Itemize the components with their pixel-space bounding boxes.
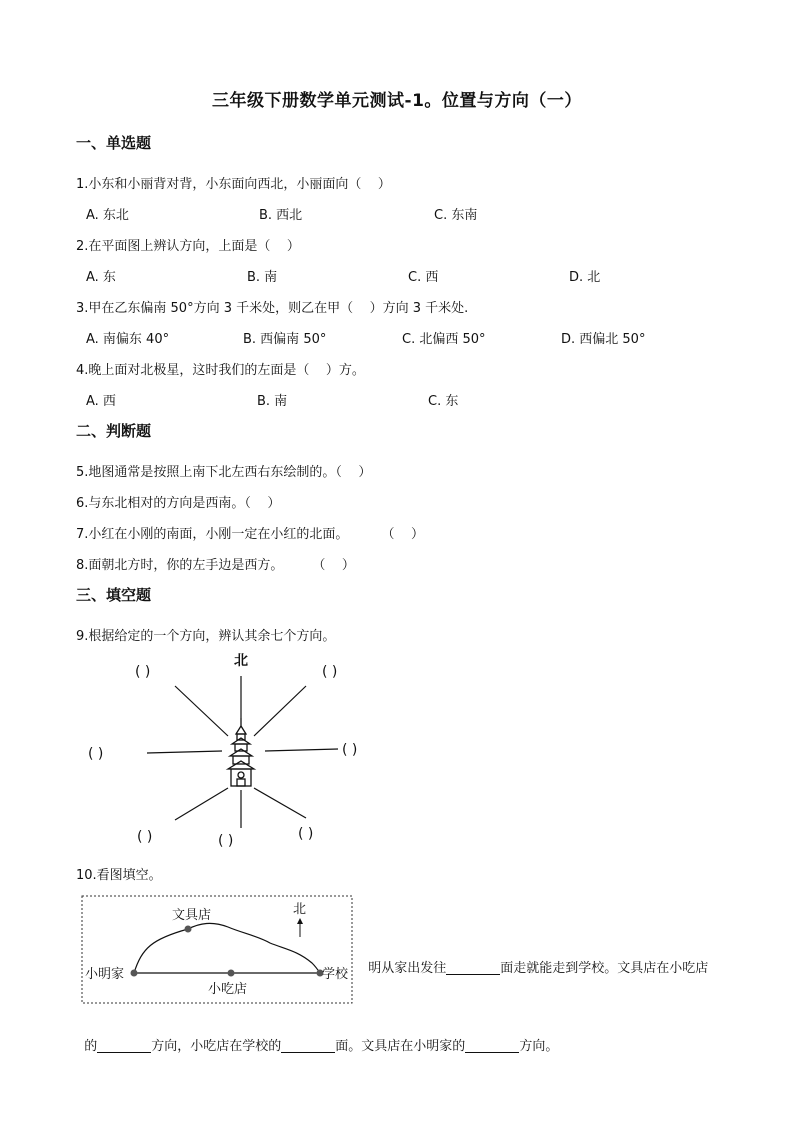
map-north-label: 北 xyxy=(293,902,307,917)
compass-diagram xyxy=(80,648,410,858)
q10-line1-a: 明从家出发往 xyxy=(368,961,447,976)
blank-west: ( ) xyxy=(88,746,104,762)
blank-northeast: ( ) xyxy=(322,664,338,680)
question-2: 2.在平面图上辨认方向，上面是（ ） xyxy=(76,239,300,254)
southeast-line xyxy=(254,788,306,818)
stationery-label: 文具店 xyxy=(172,908,212,923)
blank-southwest: ( ) xyxy=(137,829,153,845)
snack-dot xyxy=(228,970,235,977)
q3-option-d: D. 西偏北 50° xyxy=(561,332,646,347)
north-arrow-icon xyxy=(297,918,303,937)
q4-option-c: C. 东 xyxy=(428,394,459,409)
q2-option-b: B. 南 xyxy=(247,270,278,285)
question-7: 7.小红在小刚的南面，小刚一定在小红的北面。 （ ） xyxy=(76,527,424,542)
q1-option-a: A. 东北 xyxy=(86,208,129,223)
snack-label: 小吃店 xyxy=(208,982,248,997)
q10-line2 xyxy=(76,1020,558,1054)
blank-northwest: ( ) xyxy=(135,664,151,680)
q2-option-a: A. 东 xyxy=(86,270,116,285)
route-curve xyxy=(134,923,320,973)
pagoda-icon xyxy=(228,718,254,786)
question-5: 5.地图通常是按照上南下北左西右东绘制的。（ ） xyxy=(76,465,372,480)
q4-option-a: A. 西 xyxy=(86,394,116,409)
stationery-dot xyxy=(185,926,192,933)
question-3: 3.甲在乙东偏南 50°方向 3 千米处，则乙在甲（ ）方向 3 千米处. xyxy=(76,301,469,316)
home-dot xyxy=(131,970,138,977)
q10-line1 xyxy=(360,942,708,976)
q1-option-b: B. 西北 xyxy=(259,208,303,223)
west-line xyxy=(147,751,222,753)
question-9: 9.根据给定的一个方向，辨认其余七个方向。 xyxy=(76,629,336,644)
east-line xyxy=(265,749,338,751)
blank-east: ( ) xyxy=(342,742,358,758)
q10-line2-b: 方向，小吃店在学校的 xyxy=(151,1039,282,1054)
home-label: 小明家 xyxy=(85,967,125,982)
blank-southeast: ( ) xyxy=(298,826,314,842)
compass-north-label: 北 xyxy=(234,653,248,669)
question-8: 8.面朝北方时，你的左手边是西方。 （ ） xyxy=(76,558,355,573)
map-diagram xyxy=(80,893,356,1007)
school-label: 学校 xyxy=(322,967,349,982)
question-10: 10.看图填空。 xyxy=(76,868,162,883)
question-4: 4.晚上面对北极星，这时我们的左面是（ ）方。 xyxy=(76,363,365,378)
q2-option-d: D. 北 xyxy=(569,270,601,285)
q1-option-c: C. 东南 xyxy=(434,208,478,223)
q10-line2-c: 面。文具店在小明家的 xyxy=(335,1039,466,1054)
q10-line1-b: 面走就能走到学校。文具店在小吃店 xyxy=(500,961,709,976)
southwest-line xyxy=(175,788,228,820)
blank-south: ( ) xyxy=(218,833,234,849)
q2-option-c: C. 西 xyxy=(408,270,439,285)
q10-line2-a: 的 xyxy=(84,1039,98,1054)
q4-option-b: B. 南 xyxy=(257,394,288,409)
q3-option-b: B. 西偏南 50° xyxy=(243,332,327,347)
question-6: 6.与东北相对的方向是西南。（ ） xyxy=(76,496,281,511)
page-title: 三年级下册数学单元测试-1。位置与方向（一） xyxy=(212,91,582,111)
northwest-line xyxy=(175,686,228,736)
q3-option-a: A. 南偏东 40° xyxy=(86,332,170,347)
blank-q10-4[interactable] xyxy=(465,1038,519,1053)
blank-q10-2[interactable] xyxy=(97,1038,151,1053)
section-fill-blank: 三、填空题 xyxy=(76,586,152,604)
q10-line2-d: 方向。 xyxy=(519,1039,559,1054)
blank-q10-3[interactable] xyxy=(281,1038,335,1053)
section-single-choice: 一、单选题 xyxy=(76,134,152,152)
northeast-line xyxy=(254,686,306,736)
section-true-false: 二、判断题 xyxy=(76,422,152,440)
q3-option-c: C. 北偏西 50° xyxy=(402,332,486,347)
question-1: 1.小东和小丽背对背，小东面向西北，小丽面向（ ） xyxy=(76,177,391,192)
blank-q10-1[interactable] xyxy=(446,960,500,975)
